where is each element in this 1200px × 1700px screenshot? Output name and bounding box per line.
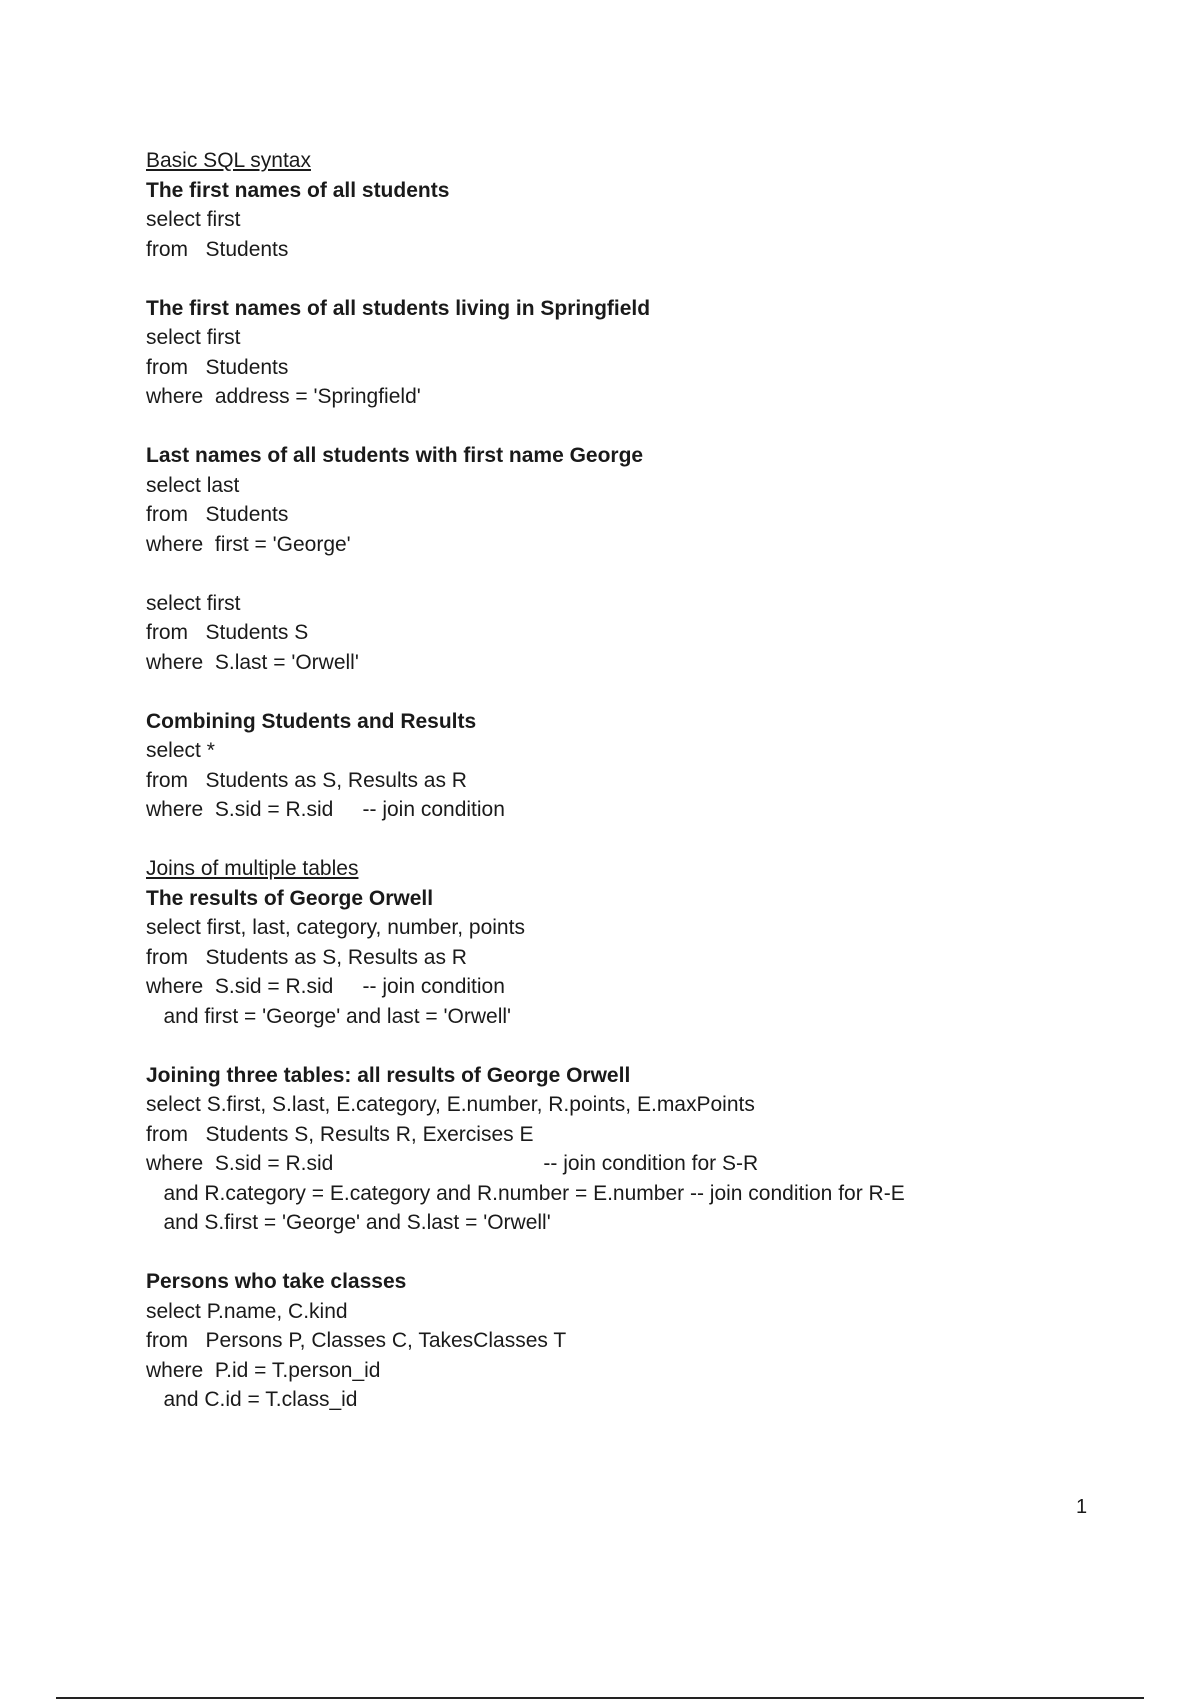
example-title: Combining Students and Results: [146, 709, 477, 733]
example-title: The results of George Orwell: [146, 886, 434, 910]
sql-line: and S.first = 'George' and S.last = 'Orwell': [146, 1211, 551, 1234]
sql-line: select *: [146, 739, 215, 762]
sql-line: from Students S: [146, 621, 309, 644]
sql-line: and first = 'George' and last = 'Orwell': [146, 1004, 512, 1028]
sql-line: where first = 'George': [146, 532, 351, 556]
document-body: [146, 146, 1146, 1415]
example-title: Persons who take classes: [146, 1270, 407, 1293]
sql-line: from Students S, Results R, Exercises E: [146, 1122, 534, 1146]
example-title: Last names of all students with first name George: [146, 444, 644, 467]
sql-line: select S.first, S.last, E.category, E.number, R.points, E.maxPoints: [146, 1093, 755, 1116]
sql-line: from Persons P, Classes C, TakesClasses T: [146, 1329, 567, 1352]
sql-line: from Students: [146, 355, 289, 379]
sql-line: where S.sid = R.sid -- join condition: [146, 798, 505, 821]
sql-line: from Students: [146, 503, 289, 526]
page-bottom-rule: [56, 1697, 1144, 1699]
page-number: 1: [1076, 1496, 1088, 1518]
sql-line: where P.id = T.person_id: [146, 1358, 381, 1382]
sql-line: select P.name, C.kind: [146, 1299, 348, 1323]
sql-line: select first: [146, 591, 241, 615]
sql-line: from Students as S, Results as R: [146, 768, 467, 792]
sql-line: where address = 'Springfield': [146, 385, 421, 408]
section-heading-basic-sql: Basic SQL syntax: [146, 149, 311, 172]
section-heading-joins: Joins of multiple tables: [146, 857, 359, 880]
example-title: Joining three tables: all results of George Orwell: [146, 1063, 631, 1087]
sql-line: where S.sid = R.sid -- join condition for S-R: [146, 1152, 759, 1175]
example-title: The first names of all students: [146, 178, 450, 202]
sql-line: from Students: [146, 237, 289, 261]
sql-line: and R.category = E.category and R.number = E.number -- join condition for R-E: [146, 1181, 905, 1205]
sql-line: select first, last, category, number, points: [146, 916, 525, 939]
sql-line: from Students as S, Results as R: [146, 945, 467, 969]
sql-line: and C.id = T.class_id: [146, 1388, 358, 1411]
sql-line: select first: [146, 326, 241, 349]
sql-line: select first: [146, 208, 241, 231]
sql-line: select last: [146, 473, 240, 497]
sql-line: where S.sid = R.sid -- join condition: [146, 975, 505, 998]
example-title: The first names of all students living in Springfield: [146, 296, 651, 320]
sql-line: where S.last = 'Orwell': [146, 650, 359, 674]
